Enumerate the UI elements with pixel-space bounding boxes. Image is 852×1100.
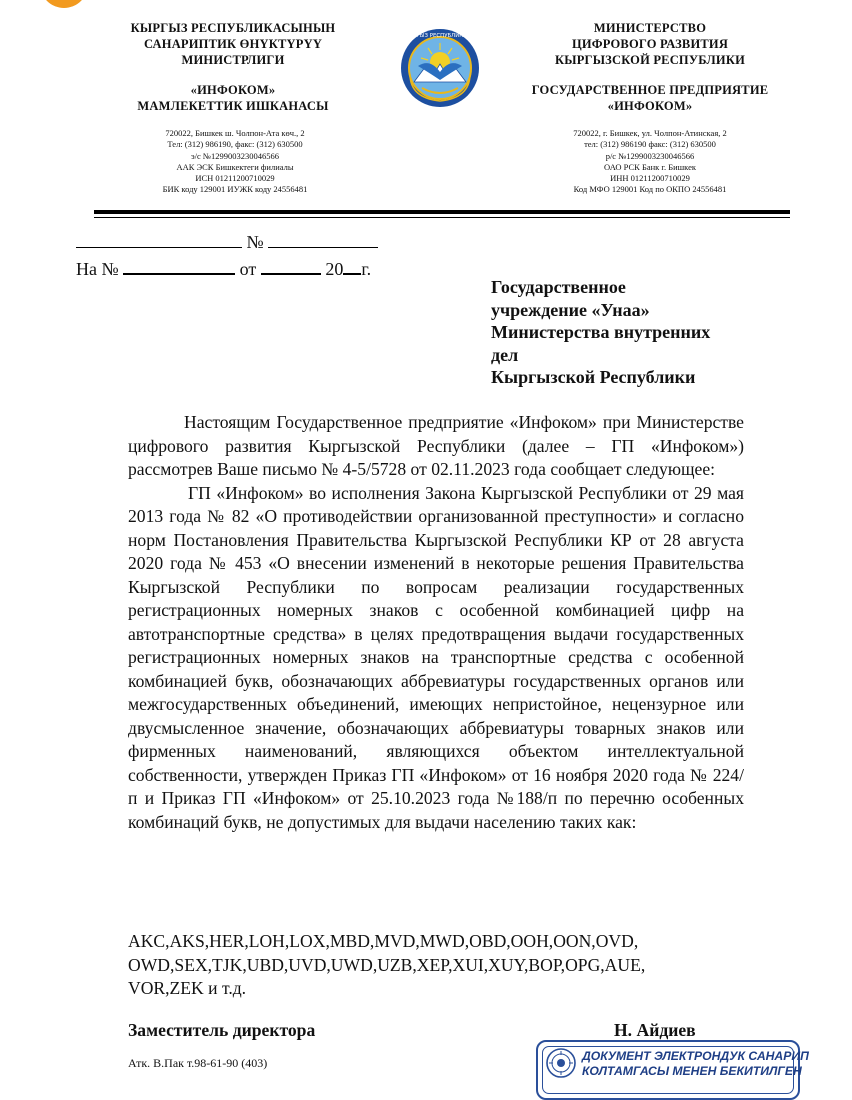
header-right-address — [520, 128, 780, 196]
header-right-line: ГОСУДАРСТВЕННОЕ ПРЕДПРИЯТИЕ — [531, 83, 769, 97]
header-right-line: «ИНФОКОМ» — [607, 99, 693, 113]
header-left-line: МИНИСТРЛИГИ — [181, 53, 285, 67]
year-blank — [343, 255, 361, 275]
address-line: ИСН 01211200710029 — [195, 173, 275, 184]
header-left-line: МАМЛЕКЕТТИК ИШКАНАСЫ — [137, 99, 329, 113]
header-divider-thin — [94, 217, 790, 218]
body-paragraph: Настоящим Государственное предприятие «Инфоком» при Министерстве цифрового развития Кыргызской Республики (далее – ГП «Инфоком») рассмотрев Ваше письмо № 4-5/5728 от 02.11.2023 года сообщает следующее: — [128, 412, 744, 479]
addressee-line: Государственное — [491, 277, 626, 297]
address-line: 720022, г. Бишкек, ул. Чолпон-Атинская, 2 — [573, 128, 727, 138]
header-right-line: МИНИСТЕРСТВО — [593, 21, 707, 35]
address-line: ИНН 01211200710029 — [610, 173, 690, 184]
address-line: ААК ЭСК Бишкектеги филиалы — [176, 161, 294, 172]
address-line: Тел: (312) 986190, факс: (312) 630500 — [167, 139, 303, 150]
executor-info: Атк. В.Пак т.98-61-90 (403) — [128, 1056, 268, 1070]
state-emblem-icon — [400, 28, 480, 108]
addressee-line: учреждение «Унаа» — [491, 299, 650, 320]
header-right — [500, 20, 800, 114]
corner-decoration — [40, 0, 88, 8]
address-line: ОАО РСК Банк г. Бишкек — [603, 161, 697, 172]
letter-body — [128, 411, 744, 834]
signer-name: Н. Айдиев — [614, 1020, 696, 1040]
combinations-line: AKC,AKS,HER,LOH,LOX,MBD,MVD,MWD,OBD,OOH,OON,OVD, — [128, 931, 639, 951]
address-line: р/с №1299003230046566 — [605, 150, 695, 161]
address-line: тел: (312) 986190 факс: (312) 630500 — [584, 139, 716, 150]
header-left-line: «ИНФОКОМ» — [190, 83, 276, 97]
reference-prefix: На № — [76, 259, 119, 279]
year-suffix: г. — [361, 259, 372, 279]
outgoing-date-blank — [76, 229, 242, 248]
reference-date-label: от — [239, 259, 257, 279]
addressee-line: дел — [491, 344, 519, 365]
address-line: БИК коду 129001 ИУЖК коду 24556481 — [162, 184, 308, 195]
number-sign: № — [246, 232, 264, 252]
address-line: 720022, Бишкек ш. Чолпон-Ата көч., 2 — [165, 128, 305, 138]
addressee-line: Министерства внутренних — [491, 322, 711, 342]
combinations-line: OWD,SEX,TJK,UBD,UVD,UWD,UZB,XEP,XUI,XUY,BOP,OPG,AUE, — [128, 954, 646, 975]
emblem-ring-text: КЫРГЫЗ РЕСПУБЛИКАСЫ — [404, 33, 476, 39]
address-line: э/с №1299003230046566 — [190, 150, 280, 161]
address-line: Код МФО 129001 Код по ОКПО 24556481 — [573, 184, 727, 195]
stamp-emblem-icon — [546, 1048, 576, 1078]
year-prefix: 20 — [325, 259, 344, 279]
header-left-line: САНАРИПТИК ӨНҮКТҮРҮҮ — [143, 37, 323, 51]
outgoing-number-line — [76, 229, 378, 253]
header-left — [88, 20, 378, 114]
header-right-line: КЫРГЫЗСКОЙ РЕСПУБЛИКИ — [554, 53, 746, 67]
e-signature-stamp — [536, 1040, 809, 1100]
combinations-line: VOR,ZEK и т.д. — [128, 978, 247, 998]
header-divider — [94, 210, 790, 214]
reference-date-blank — [261, 255, 321, 275]
prohibited-combinations — [128, 930, 768, 1001]
addressee-line: Кыргызской Республики — [491, 367, 696, 387]
outgoing-number-blank — [268, 229, 378, 248]
signer-title: Заместитель директора — [128, 1020, 316, 1040]
header-left-line: КЫРГЫЗ РЕСПУБЛИКАСЫНЫН — [130, 21, 336, 35]
header-right-line: ЦИФРОВОГО РАЗВИТИЯ — [571, 37, 729, 51]
stamp-line: КОЛТАМГАСЫ МЕНЕН БЕКИТИЛГЕН — [582, 1064, 802, 1078]
stamp-line: ДОКУМЕНТ ЭЛЕКТРОНДУК САНАРИП — [582, 1049, 809, 1063]
reference-number-blank — [123, 255, 235, 275]
header-left-address — [100, 128, 370, 196]
addressee — [491, 276, 791, 389]
reference-line — [76, 255, 371, 280]
stamp-text — [582, 1049, 809, 1079]
body-paragraph: ГП «Инфоком» во исполнения Закона Кыргызской Республики от 29 мая 2013 года № 82 «О противодействии организованной преступности» и согласно норм Постановления Правительства Кыргызской Республики КР от 28 августа 2020 года № 453 «О внесении изменений в некоторые решения Правительства Кыргызской Республики по вопросам реализации государственных регистрационных номерных знаков с особенной комбинацией цифр на автотранспортные средства» в целях предотвращения выдачи государственных регистрационных номерных знаков на транспортные средства с особенной комбинацией букв, обозначающих аббревиатуры государственных органов или межгосударственных объединений, имеющих непристойное, нецензурное или двусмысленное значение, обозначающих аббревиатуры товарных знаков или фирменных наименований, являющихся объектом интеллектуальной собственности, утвержден Приказ ГП «Инфоком» от 16 ноября 2020 года № 224/п и Приказ ГП «Инфоком» от 25.10.2023 года №188/п по перечню особенных комбинаций букв, не допустимых для выдачи населению таких как: — [128, 482, 744, 832]
